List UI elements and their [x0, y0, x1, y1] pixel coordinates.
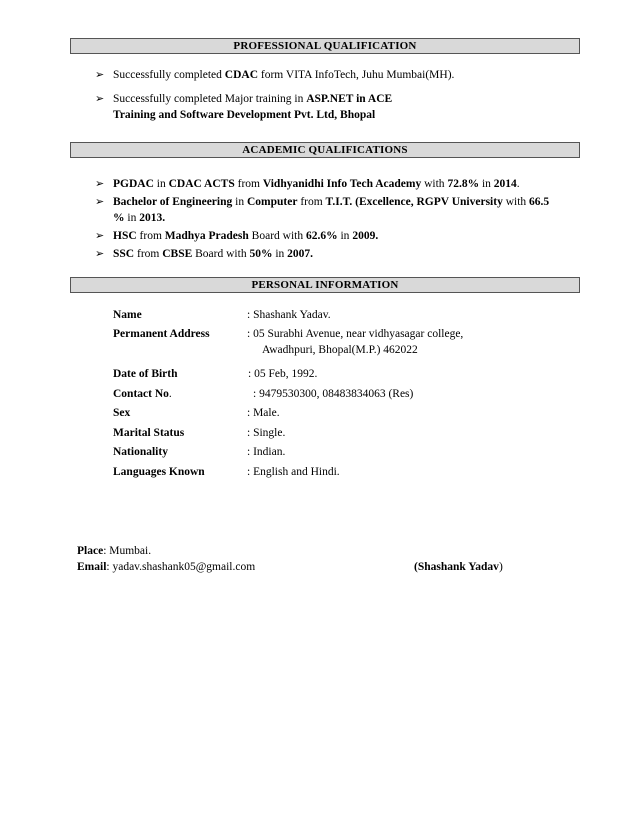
contact-label-text: Contact No [113, 388, 169, 400]
arrow-bullet-icon: ➢ [95, 178, 105, 190]
place-label: Place [77, 545, 104, 557]
item-bold: Bachelor of Engineering [113, 196, 233, 208]
name-value: : Shashank Yadav. [247, 309, 331, 321]
arrow-bullet-icon: ➢ [95, 248, 105, 260]
item-bold: Training and Software Development Pvt. Ltd, Bhopal [113, 109, 376, 121]
marital-label: Marital Status [113, 427, 185, 439]
dob-label: Date of Birth [113, 368, 178, 380]
item-bold: T.I.T. (Excellence, RGPV University [325, 196, 503, 208]
address-line-1: : 05 Surabhi Avenue, near vidhyasagar college, [247, 328, 464, 340]
list-item [95, 194, 565, 226]
item-text: in [272, 248, 288, 260]
item-bold: 2013. [139, 212, 166, 224]
item-text: in [479, 178, 494, 190]
address-line-2: Awadhpuri, Bhopal(M.P.) 462022 [262, 344, 418, 356]
nationality-value: : Indian. [247, 446, 286, 458]
item-text: form VITA InfoTech, Juhu Mumbai(MH). [258, 69, 455, 81]
dob-value: : 05 Feb, 1992. [248, 368, 318, 380]
signature-name: Shashank Yadav [417, 561, 499, 573]
item-bold: CBSE [162, 248, 193, 260]
academic-qualifications-heading: ACADEMIC QUALIFICATIONS [70, 142, 580, 158]
arrow-bullet-icon: ➢ [95, 93, 105, 105]
professional-list [95, 67, 565, 123]
item-text: Successfully completed Major training in [113, 93, 307, 105]
personal-information-heading: PERSONAL INFORMATION [70, 277, 580, 293]
item-bold: 72.8% [447, 178, 480, 190]
arrow-bullet-icon: ➢ [95, 230, 105, 242]
professional-qualification-heading: PROFESSIONAL QUALIFICATION [70, 38, 580, 54]
place-line [77, 543, 151, 559]
item-text: in [153, 178, 169, 190]
contact-value: : 9479530300, 08483834063 (Res) [253, 388, 414, 400]
item-text: from [234, 178, 263, 190]
item-text: from [134, 248, 163, 260]
item-bold: 62.6% [305, 230, 338, 242]
item-bold: 2007. [287, 248, 314, 260]
item-text: in [232, 196, 247, 208]
item-text: Board with [192, 248, 250, 260]
item-text: Board with [248, 230, 306, 242]
item-bold: SSC [113, 248, 135, 260]
item-text: Successfully completed [113, 69, 225, 81]
item-bold: 2014 [493, 178, 517, 190]
item-bold: 2009. [352, 230, 379, 242]
item-bold: CDAC ACTS [168, 178, 235, 190]
address-label: Permanent Address [113, 328, 210, 340]
academic-list [95, 176, 565, 262]
item-text: in [337, 230, 353, 242]
contact-label [113, 386, 172, 402]
item-text: . [516, 178, 520, 190]
item-bold: 66.5 [529, 196, 550, 208]
item-bold: % [113, 212, 125, 224]
signature-open: ( [414, 561, 418, 573]
list-item [95, 228, 565, 244]
item-bold: HSC [113, 230, 137, 242]
item-bold: 50% [249, 248, 273, 260]
item-text: in [124, 212, 140, 224]
item-bold: Vidhyanidhi Info Tech Academy [262, 178, 422, 190]
item-text: from [297, 196, 326, 208]
signature-close: ) [498, 561, 503, 573]
languages-value: : English and Hindi. [247, 466, 340, 478]
item-bold: Madhya Pradesh [164, 230, 249, 242]
email-label: Email [77, 561, 107, 573]
arrow-bullet-icon: ➢ [95, 69, 105, 81]
item-text: with [421, 178, 448, 190]
email-line [77, 559, 255, 575]
info-row-address [113, 326, 553, 360]
nationality-label: Nationality [113, 446, 168, 458]
item-bold: ASP.NET in ACE [306, 93, 393, 105]
sex-value: : Male. [247, 407, 280, 419]
email-value: : yadav.shashank05@gmail.com [106, 561, 256, 573]
list-item [95, 176, 565, 192]
item-bold: PGDAC [113, 178, 154, 190]
item-text: with [502, 196, 530, 208]
arrow-bullet-icon: ➢ [95, 196, 105, 208]
signature [414, 559, 503, 575]
list-item [95, 91, 565, 123]
contact-label-dot: . [168, 388, 172, 400]
name-label: Name [113, 309, 142, 321]
sex-label: Sex [113, 407, 131, 419]
place-value: : Mumbai. [103, 545, 152, 557]
languages-label: Languages Known [113, 466, 205, 478]
item-bold: CDAC [224, 69, 259, 81]
item-text: from [136, 230, 165, 242]
item-bold: Computer [246, 196, 298, 208]
marital-value: : Single. [247, 427, 286, 439]
list-item [95, 67, 565, 83]
list-item [95, 246, 565, 262]
